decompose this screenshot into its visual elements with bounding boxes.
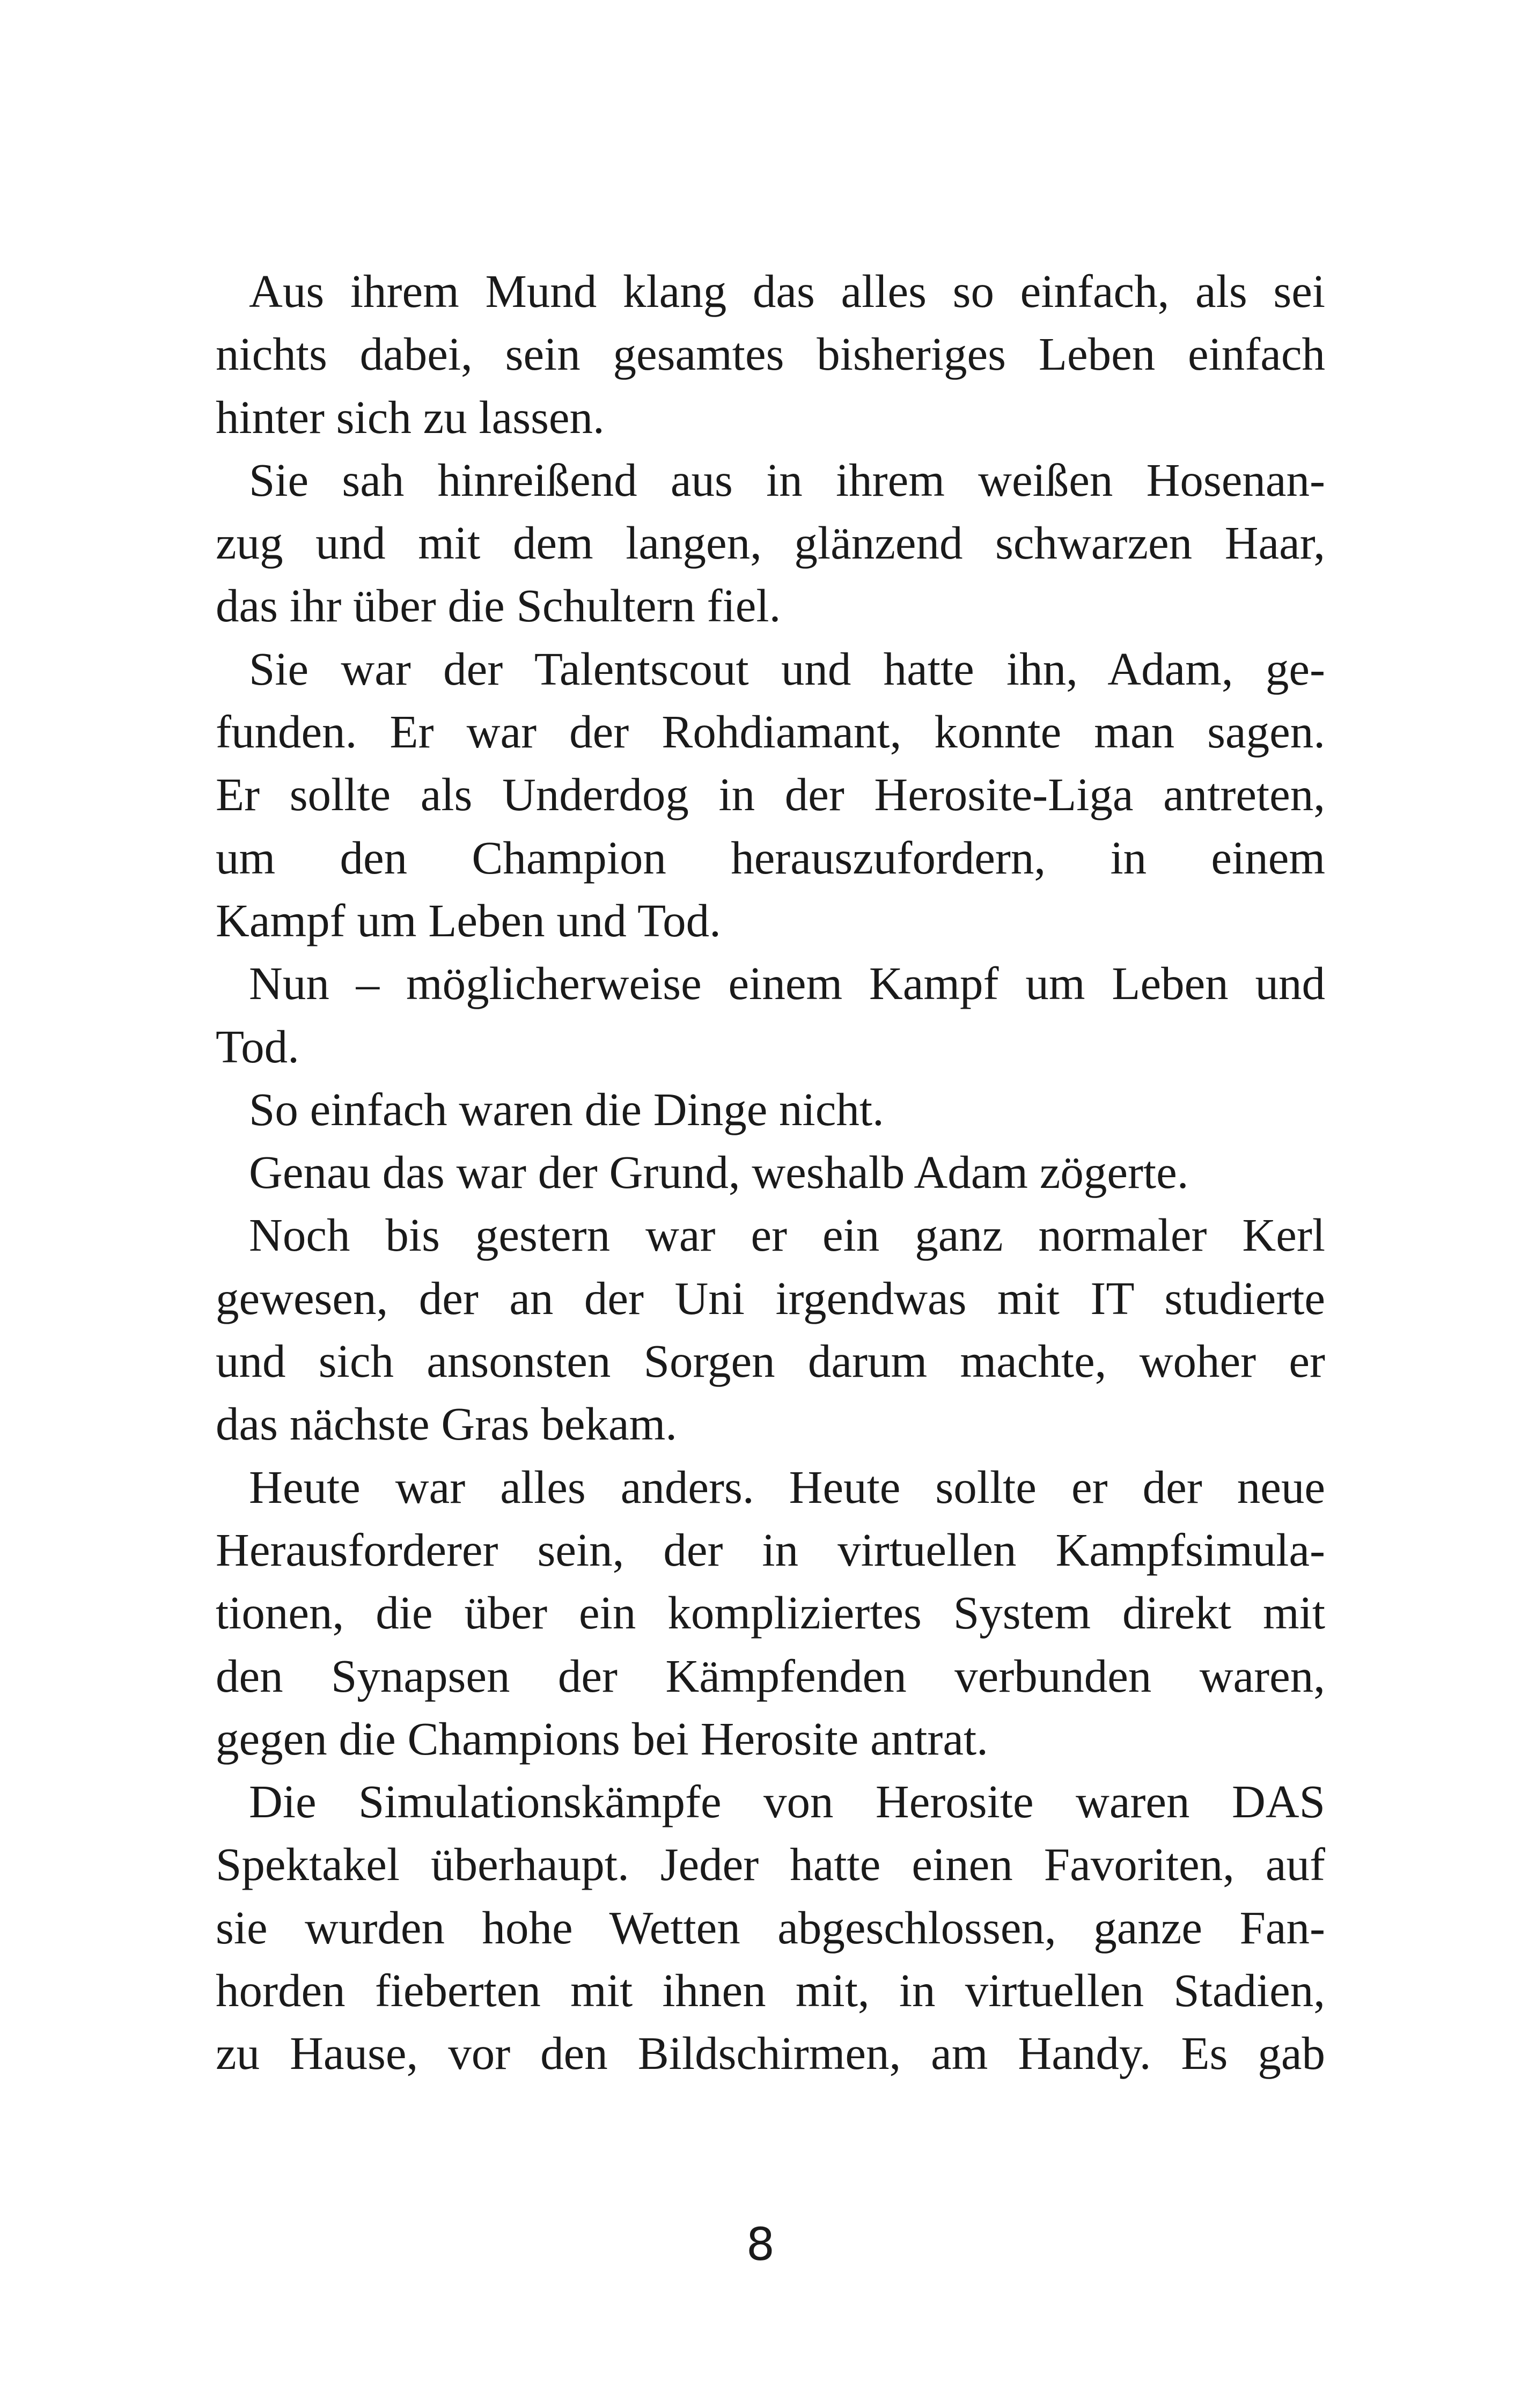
text-line: Er sollte als Underdog in der Herosite-Liga antreten,: [216, 768, 1325, 821]
text-line: tionen, die über ein kompliziertes System direkt mit: [216, 1587, 1325, 1639]
text-line: das ihr über die Schultern fiel.: [216, 579, 781, 632]
text-line: Kampf um Leben und Tod.: [216, 894, 721, 946]
text-line: zug und mit dem langen, glänzend schwarzen Haar,: [216, 517, 1325, 569]
text-line: Sie sah hinreißend aus in ihrem weißen Hosenan-: [249, 453, 1325, 506]
text-line: Tod.: [216, 1020, 299, 1073]
text-line: Heute war alles anders. Heute sollte er der neue: [249, 1460, 1325, 1513]
text-line: sie wurden hohe Wetten abgeschlossen, ganze Fan-: [216, 1901, 1325, 1954]
text-line: und sich ansonsten Sorgen darum machte, woher er: [216, 1335, 1325, 1387]
text-line: Die Simulationskämpfe von Herosite waren DAS: [249, 1775, 1325, 1828]
page-number: 8: [746, 2218, 775, 2271]
text-line: nichts dabei, sein gesamtes bisheriges Leben einfach: [216, 328, 1325, 380]
text-line: Spektakel überhaupt. Jeder hatte einen Favoriten, auf: [216, 1838, 1325, 1891]
text-line: horden fieberten mit ihnen mit, in virtuellen Stadien,: [216, 1964, 1325, 2017]
text-line: Herausforderer sein, der in virtuellen Kampfsimula-: [216, 1523, 1325, 1576]
text-line: hinter sich zu lassen.: [216, 391, 605, 443]
text-line: das nächste Gras bekam.: [216, 1398, 678, 1450]
body-text: [216, 260, 1325, 2085]
text-line: Aus ihrem Mund klang das alles so einfach, als sei: [249, 265, 1325, 317]
text-line: Noch bis gestern war er ein ganz normaler Kerl: [249, 1209, 1325, 1261]
text-line: Genau das war der Grund, weshalb Adam zögerte.: [249, 1146, 1189, 1199]
text-line: funden. Er war der Rohdiamant, konnte man sagen.: [216, 706, 1325, 758]
text-line: gegen die Champions bei Herosite antrat.: [216, 1712, 988, 1765]
text-line: gewesen, der an der Uni irgendwas mit IT studierte: [216, 1272, 1325, 1324]
text-line: Nun – möglicherweise einem Kampf um Leben und: [249, 957, 1325, 1010]
text-line: zu Hause, vor den Bildschirmen, am Handy. Es gab: [216, 2027, 1325, 2080]
text-line: Sie war der Talentscout und hatte ihn, Adam, ge-: [249, 642, 1325, 695]
text-line: So einfach waren die Dinge nicht.: [249, 1083, 884, 1135]
text-line: um den Champion herauszufordern, in einem: [216, 831, 1325, 884]
text-line: den Synapsen der Kämpfenden verbunden waren,: [216, 1649, 1325, 1702]
